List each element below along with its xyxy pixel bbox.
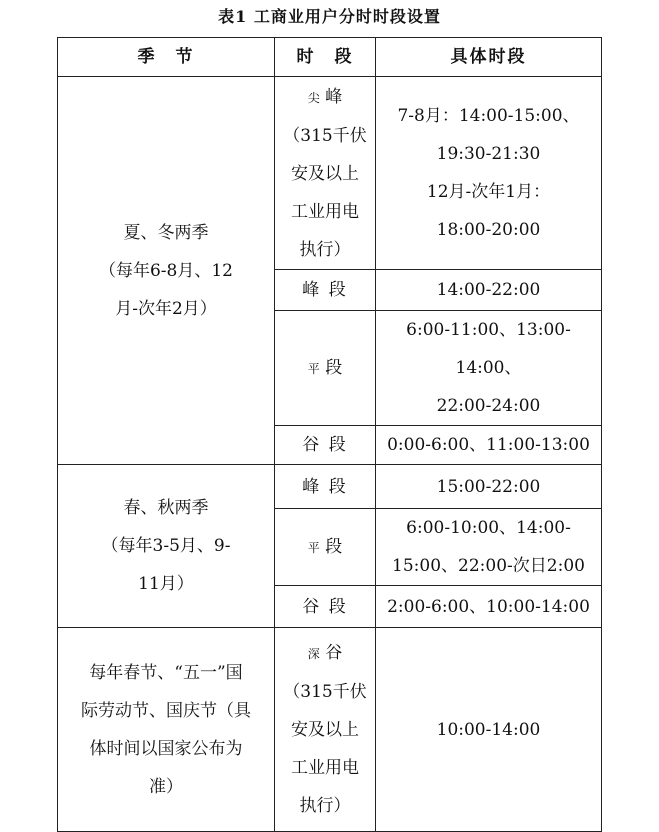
range-line: 2:00-6:00、10:00-14:00 bbox=[387, 596, 590, 617]
period-cell-valley bbox=[275, 426, 376, 465]
period-cell-flat bbox=[275, 509, 376, 586]
range-cell-valley bbox=[376, 426, 602, 465]
table-row bbox=[58, 77, 602, 270]
header-period: 时 段 bbox=[275, 38, 376, 77]
range-line: 15:00、22:00-次日2:00 bbox=[392, 556, 585, 576]
period-note-line: 安及以上 bbox=[291, 720, 359, 740]
period-note-line: （315千伏 bbox=[283, 125, 367, 146]
range-cell-sharp-peak bbox=[376, 77, 602, 270]
season-line: 春、秋两季 bbox=[123, 498, 209, 518]
table-caption: 表1 工商业用户分时时段设置 bbox=[218, 7, 441, 26]
season-line: 体时间以国家公布为 bbox=[89, 738, 243, 759]
table-row bbox=[58, 465, 602, 509]
range-line: 6:00-11:00、13:00-14:00、 bbox=[406, 320, 571, 378]
period-label-main: 峰 bbox=[325, 86, 343, 107]
season-line: 每年春节、“五一”国 bbox=[89, 662, 243, 683]
range-line: 12月-次年1月： bbox=[426, 182, 551, 202]
range-line: 15:00-22:00 bbox=[436, 476, 541, 497]
period-cell-peak bbox=[275, 270, 376, 311]
season-line: 11月） bbox=[138, 574, 194, 594]
season-cell-spring-autumn bbox=[58, 465, 275, 628]
period-note-line: 执行） bbox=[299, 796, 351, 816]
period-label-small: 平 bbox=[307, 361, 320, 376]
period-cell-peak bbox=[275, 465, 376, 509]
period-cell-deep-valley bbox=[275, 628, 376, 832]
period-note-line: 安及以上 bbox=[291, 163, 359, 184]
range-line: 0:00-6:00、11:00-13:00 bbox=[387, 435, 590, 455]
period-label bbox=[278, 634, 372, 673]
season-line: 际劳动节、国庆节（具 bbox=[81, 700, 251, 721]
period-label: 谷 段 bbox=[302, 435, 348, 455]
header-detail: 具体时段 bbox=[376, 38, 602, 77]
season-line: 夏、冬两季 bbox=[123, 222, 209, 243]
table-header-row bbox=[58, 38, 602, 77]
period-label-main: 谷 bbox=[325, 643, 343, 663]
range-line: 10:00-14:00 bbox=[436, 719, 541, 740]
period-note-line: 工业用电 bbox=[291, 758, 359, 778]
period-label bbox=[278, 78, 372, 117]
season-cell-summer-winter bbox=[58, 77, 275, 465]
period-note-line: 执行） bbox=[299, 239, 351, 260]
season-line: （每年6-8月、12 bbox=[98, 260, 233, 281]
period-note-line: 工业用电 bbox=[291, 201, 359, 222]
period-label-small: 平 bbox=[307, 540, 320, 555]
range-line: 6:00-10:00、14:00- bbox=[406, 518, 571, 538]
period-label-main: 段 bbox=[325, 357, 343, 378]
period-label-main: 段 bbox=[325, 536, 343, 557]
range-cell-deep-valley bbox=[376, 628, 602, 832]
period-cell-sharp-peak bbox=[275, 77, 376, 270]
range-line: 7-8月：14:00-15:00、 bbox=[397, 106, 580, 126]
period-label: 峰 段 bbox=[302, 476, 348, 497]
time-of-use-table bbox=[57, 37, 602, 832]
range-line: 19:30-21:30 bbox=[436, 144, 541, 164]
season-line: 月-次年2月） bbox=[115, 298, 217, 319]
period-cell-flat bbox=[275, 311, 376, 426]
range-line: 14:00-22:00 bbox=[436, 280, 541, 300]
table-row bbox=[58, 628, 602, 832]
period-label-small: 尖 bbox=[307, 90, 320, 105]
period-label: 峰 段 bbox=[302, 280, 348, 300]
season-line: 准） bbox=[149, 776, 183, 797]
season-line: （每年3-5月、9- bbox=[101, 536, 231, 556]
period-cell-valley bbox=[275, 586, 376, 628]
range-cell-flat bbox=[376, 311, 602, 426]
range-cell-peak bbox=[376, 270, 602, 311]
header-season: 季 节 bbox=[58, 38, 275, 77]
range-cell-flat bbox=[376, 509, 602, 586]
range-cell-valley bbox=[376, 586, 602, 628]
season-cell-holidays bbox=[58, 628, 275, 832]
range-line: 22:00-24:00 bbox=[436, 396, 541, 416]
period-label: 谷 段 bbox=[302, 596, 348, 617]
period-note-line: （315千伏 bbox=[283, 682, 367, 702]
period-label-small: 深 bbox=[307, 647, 320, 661]
range-cell-peak bbox=[376, 465, 602, 509]
range-line: 18:00-20:00 bbox=[436, 220, 541, 240]
